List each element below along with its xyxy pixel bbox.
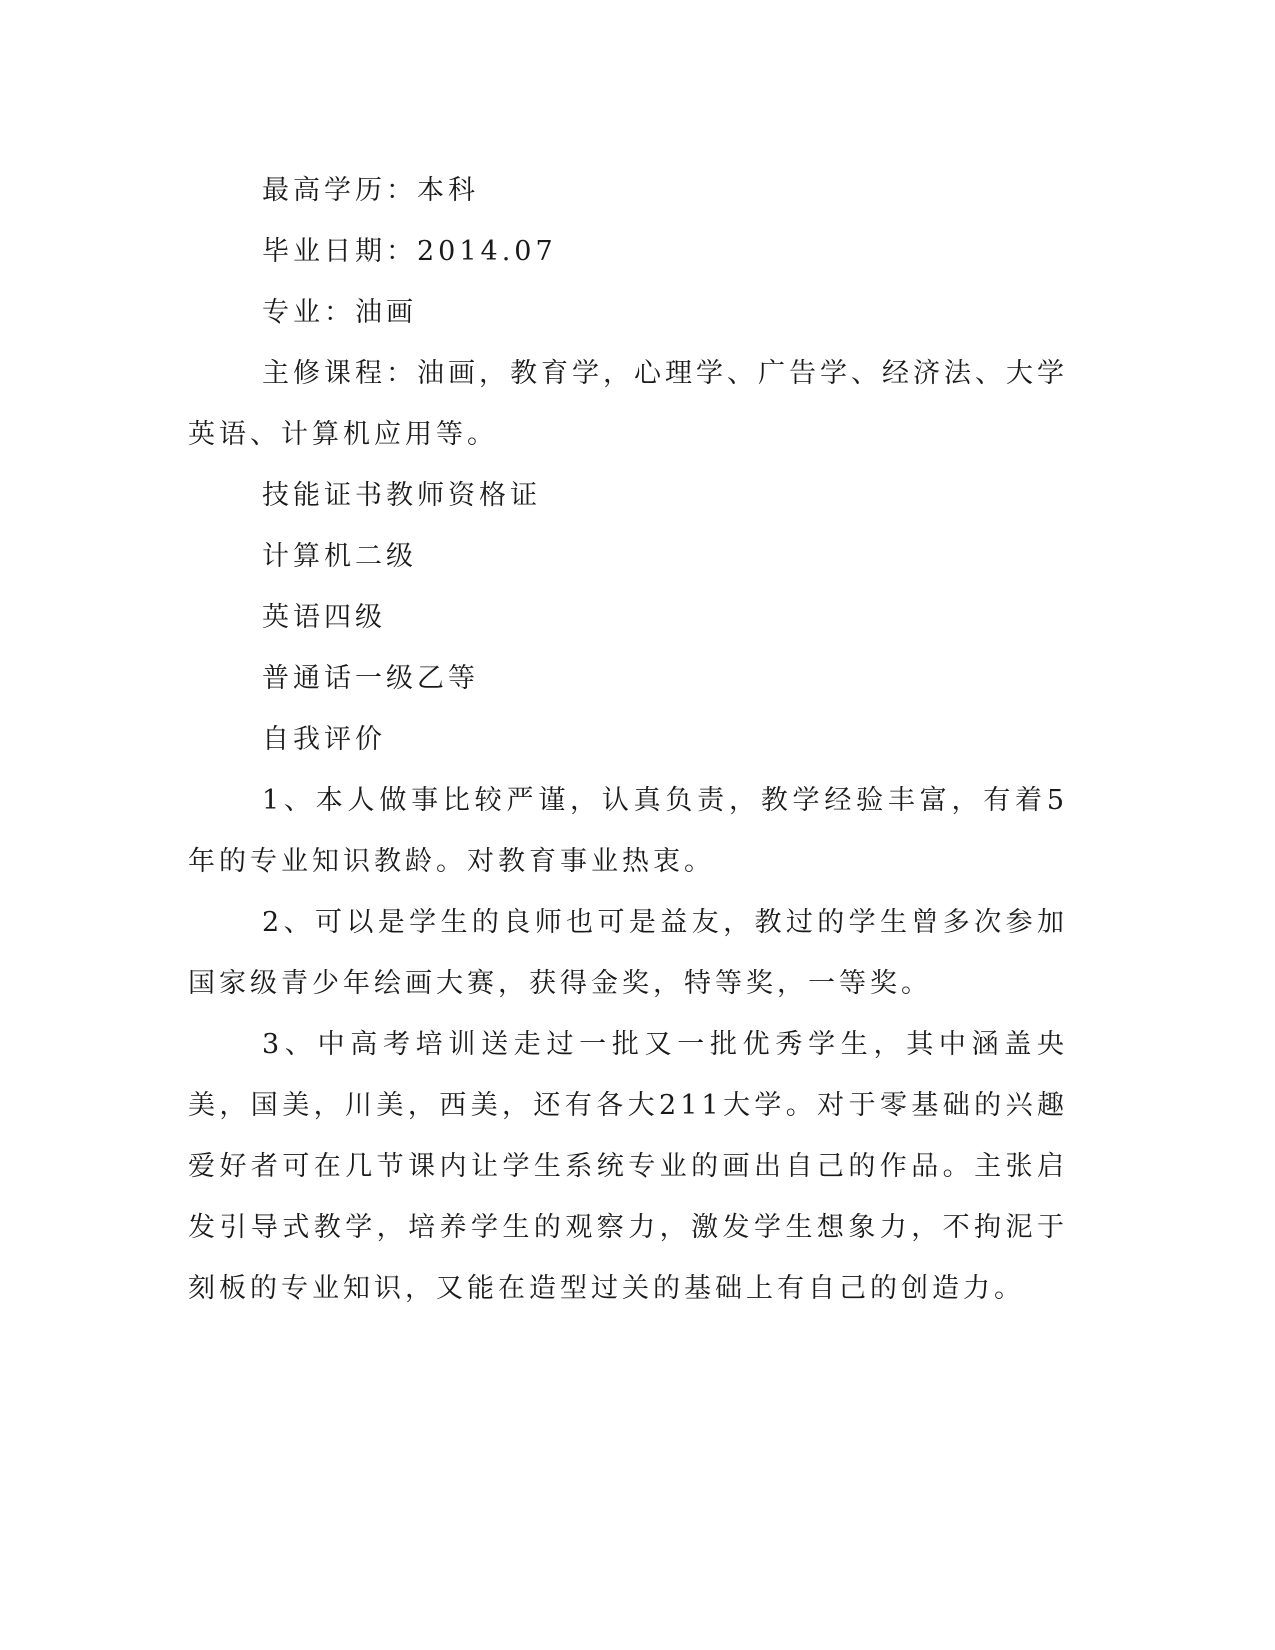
document-body [188,160,1068,1319]
self-evaluation-heading: 自我评价 [262,724,386,755]
certificate-computer: 计算机二级 [262,541,417,572]
self-evaluation-item-2: 2、可以是学生的良师也可是益友，教过的学生曾多次参加国家级青少年绘画大赛，获得金奖，特等奖，一等奖。 [188,907,1068,999]
graduation-date: 毕业日期：2014.07 [262,236,557,267]
self-evaluation-item-3: 3、中高考培训送走过一批又一批优秀学生，其中涵盖央美，国美，川美，西美，还有各大211大学。对于零基础的兴趣爱好者可在几节课内让学生系统专业的画出自己的作品。主张启发引导式教学，培养学生的观察力，激发学生想象力，不拘泥于刻板的专业知识，又能在造型过关的基础上有自己的创造力。 [188,1029,1068,1304]
certificate-teacher: 技能证书教师资格证 [262,480,541,511]
education-level: 最高学历：本科 [262,175,479,206]
self-evaluation-item-1: 1、本人做事比较严谨，认真负责，教学经验丰富，有着5年的专业知识教龄。对教育事业热衷。 [188,785,1068,877]
main-courses: 主修课程：油画，教育学，心理学、广告学、经济法、大学英语、计算机应用等。 [188,358,1068,450]
certificate-mandarin: 普通话一级乙等 [262,663,479,694]
certificate-english: 英语四级 [262,602,386,633]
major: 专业：油画 [262,297,417,328]
